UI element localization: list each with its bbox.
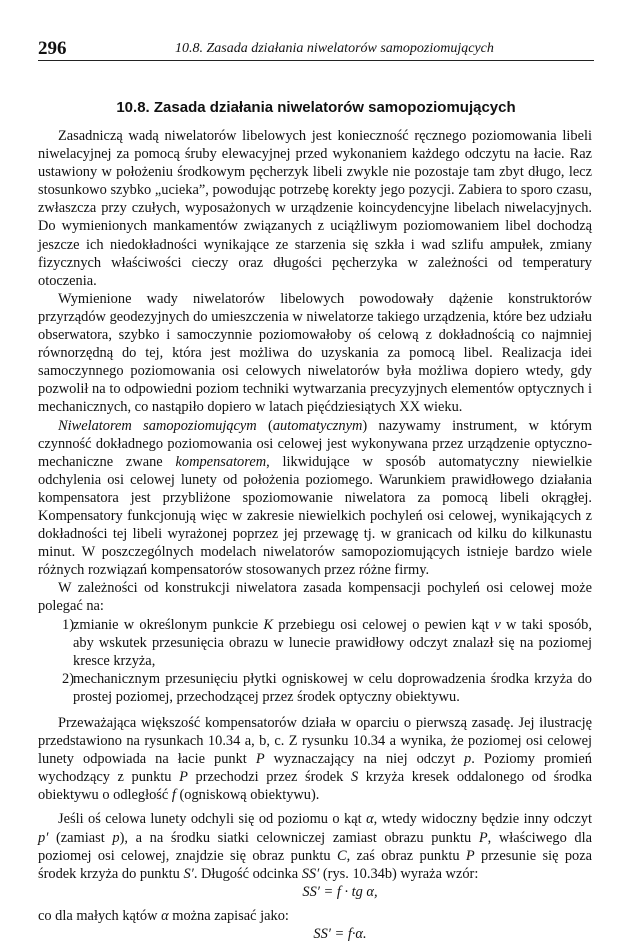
paragraph-1: Zasadniczą wadą niwelatorów libelowych jest konieczność ręcznego poziomowania libeli niwelacyjnej za pomocą śruby elewacyjnej przed wykonaniem każdego odczytu na łacie. Raz ustawiony w położeniu środkowym pęcherzyk libeli zwykle nie pozostaje tam zbyt długo, lecz stosunkowo szybko „ucieka”, powodując potrzebę korekty jego pozycji. Zabiera to sporo czasu, zwłaszcza przy czułych, wyposażonych w urządzenie koincydencyjne libelach niwelacyjnych. Do wymienionych mankamentów związanych z uciążliwym poziomowaniem libel dochodzą jeszcze ich niedokładności wynikające ze starzenia się szkła i wad szlifu ampułek, zmiany fizycznych właściwości cieczy oraz długości pęcherzyka w zależności od temperatury otoczenia. xyxy=(38,128,592,289)
formula-ss-small-angle: SS′ = f·α. xyxy=(313,926,367,943)
page-header xyxy=(38,38,594,60)
compensation-methods-list xyxy=(38,616,592,706)
page-number: 296 xyxy=(38,38,67,59)
paragraph-6: Jeśli oś celowa lunety odchyli się od poziomu o kąt α, wtedy widoczny będzie inny odczyt p′ (zamiast p), a na środku siatki celowniczej zamiast obrazu punktu P, właściwego dla poziomej osi celowej, znajdzie się obraz punktu C, zaś obraz punktu P przesunie się poza środek krzyża do punktu S′. Długość odcinka SS′ (rys. 10.34b) wyraża wzór: xyxy=(38,811,592,882)
body-text xyxy=(38,127,592,943)
paragraph-5: Przeważająca większość kompensatorów działa w oparciu o pierwszą zasadę. Jej ilustrację przedstawiono na rysunkach 10.34 a, b, c. Z rysunku 10.34 a wynika, że poziomej osi celowej lunety odpowiada na łacie punkt P wyznaczający na niej odczyt p. Poziomy promień wychodzący z punktu P przechodzi przez środek S krzyża kresek oddalonego od środka obiektywu o odległość f (ogniskową obiektywu). xyxy=(38,715,592,804)
list-item: 1) zmianie w określonym punkcie K przebiegu osi celowej o pewien kąt ν w taki sposób, aby wskutek przesunięcia obrazu w lunecie prawidłowy odczyt znalazł się na poziomej kresce krzyża, xyxy=(62,616,592,669)
header-rule xyxy=(38,60,594,61)
list-item: 2) mechanicznym przesunięciu płytki ogniskowej w celu doprowadzenia środka krzyża do prostej poziomej, przechodzącej przez środek optyczny obiektywu. xyxy=(62,670,592,705)
term-compensator: kompensatorem xyxy=(175,453,267,470)
paragraph-4: W zależności od konstrukcji niwelatora zasada kompensacji pochyleń osi celowej może polegać na: xyxy=(38,580,592,615)
term-self-leveling-level: Niwelatorem samopoziomującym xyxy=(58,417,257,434)
formula-ss-tg: SS′ = f · tg α, xyxy=(302,883,378,900)
paragraph-3: Niwelatorem samopoziomującym (automatycznym) nazywamy instrument, w którym czynność dokładnego poziomowania osi celowej jest wykonywana przez urządzenie optyczno-mechaniczne zwane kompensatorem, likwidujące w sposób automatyczny niewielkie odchylenia osi celowej lunety od położenia poziomego. Warunkiem prawidłowego działania kompensatora jest przybliżone spoziomowanie niwelatora za pomocą libeli okrągłej. Kompensatory funkcjonują więc w zakresie niewielkich pochyleń osi celowej, wynikających z dokładności tej libeli wyrażonej poprzez jej przewagę tj. w granicach od kilku do kilkunastu minut. W poszczególnych modelach niwelatorów samopoziomujących istnieje bardzo wiele różnych rozwiązań kompensatorów stosowanych przez różne firmy. xyxy=(38,417,593,579)
running-head: 10.8. Zasada działania niwelatorów samopoziomujących xyxy=(175,41,494,56)
paragraph-2: Wymienione wady niwelatorów libelowych powodowały dążenie konstruktorów przyrządów geodezyjnych do umieszczenia w niwelatorze takiego urządzenia, które bez udziału obserwatora, szybko i samoczynnie poziomowałoby oś celową z dokładnością co najmniej równorzędną do tej, która jest możliwa do uzyskania za pomocą libel. Realizacja idei samoczynnego poziomowania osi celowych niwelatorów była możliwa dopiero wtedy, gdy pozwolił na to odpowiedni poziom techniki wytwarzania precyzyjnych elementów optycznych i mechanicznych, co nastąpiło dopiero w latach pięćdziesiątych XX wieku. xyxy=(38,290,592,416)
section-title: 10.8. Zasada działania niwelatorów samopoziomujących xyxy=(116,99,516,116)
paragraph-7: co dla małych kątów α można zapisać jako: xyxy=(38,907,289,924)
term-automatic: automatycznym xyxy=(272,417,363,434)
